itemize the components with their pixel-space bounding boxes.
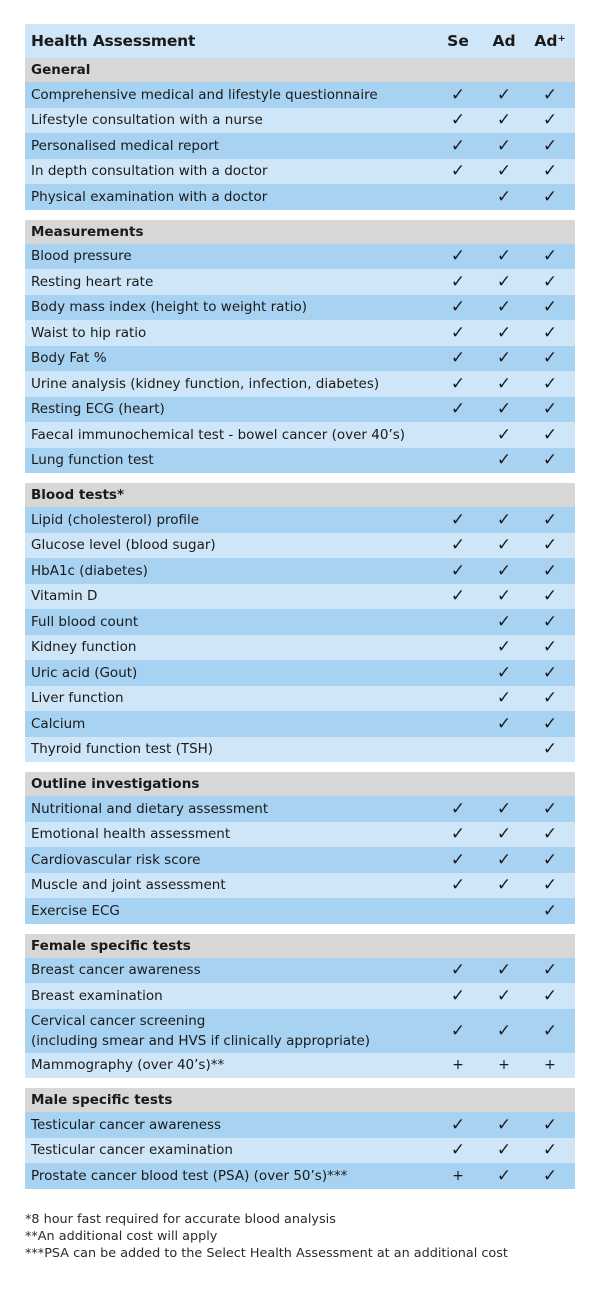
check-icon: ✓	[542, 824, 558, 845]
check-icon: ✓	[450, 271, 466, 292]
check-icon: ✓	[542, 798, 558, 819]
table-row	[25, 346, 575, 372]
row-label: Body mass index (height to weight ratio)	[31, 299, 308, 316]
row-label: HbA1c (diabetes)	[31, 562, 148, 579]
row-label: Full blood count	[31, 613, 139, 630]
table-row	[25, 1112, 575, 1138]
check-icon: ✓	[496, 798, 512, 819]
check-icon: ✓	[542, 586, 558, 607]
row-label: Lipid (cholesterol) profile	[31, 511, 200, 528]
section-heading: General	[25, 58, 575, 82]
row-label: Emotional health assessment	[31, 826, 231, 843]
check-icon: ✓	[496, 84, 512, 105]
row-label: Nutritional and dietary assessment	[31, 800, 269, 817]
check-icon: ✓	[496, 161, 512, 182]
table-header	[25, 24, 575, 58]
section	[25, 772, 575, 924]
row-label: Liver function	[31, 690, 124, 707]
row-label: Thyroid function test (TSH)	[31, 741, 214, 758]
footnotes	[25, 1212, 585, 1262]
table-row	[25, 133, 575, 159]
check-icon: ✓	[542, 348, 558, 369]
check-icon: ✓	[496, 985, 512, 1006]
check-icon: ✓	[542, 246, 558, 267]
table-row	[25, 295, 575, 321]
row-label: Vitamin D	[31, 588, 98, 605]
check-icon: ✓	[496, 535, 512, 556]
row-label: Resting heart rate	[31, 273, 154, 290]
check-icon: ✓	[542, 739, 558, 760]
table-row	[25, 448, 575, 474]
plus-icon: +	[498, 1057, 510, 1074]
check-icon: ✓	[496, 322, 512, 343]
table-row	[25, 822, 575, 848]
footnote: **An additional cost will apply	[25, 1228, 218, 1244]
table-row	[25, 847, 575, 873]
footnote: ***PSA can be added to the Select Health Assessment at an additional cost	[25, 1245, 508, 1261]
check-icon: ✓	[450, 1114, 466, 1135]
row-label: Testicular cancer examination	[31, 1142, 233, 1159]
table-row	[25, 873, 575, 899]
row-label: Cervical cancer screening (including smear and HVS if clinically appropriate)	[31, 1012, 371, 1049]
check-icon: ✓	[450, 1020, 466, 1041]
row-label: Body Fat %	[31, 350, 107, 367]
row-label: Testicular cancer awareness	[31, 1116, 222, 1133]
check-icon: ✓	[450, 246, 466, 267]
table-row	[25, 660, 575, 686]
check-icon: ✓	[496, 271, 512, 292]
row-label: In depth consultation with a doctor	[31, 163, 268, 180]
row-label: Lung function test	[31, 452, 154, 469]
table-row	[25, 397, 575, 423]
check-icon: ✓	[496, 824, 512, 845]
check-icon: ✓	[450, 348, 466, 369]
check-icon: ✓	[450, 297, 466, 318]
check-icon: ✓	[542, 662, 558, 683]
table-row	[25, 159, 575, 185]
check-icon: ✓	[542, 960, 558, 981]
check-icon: ✓	[542, 424, 558, 445]
check-icon: ✓	[496, 586, 512, 607]
table-row	[25, 686, 575, 712]
check-icon: ✓	[496, 1020, 512, 1041]
check-icon: ✓	[496, 688, 512, 709]
check-icon: ✓	[542, 985, 558, 1006]
table-row	[25, 269, 575, 295]
check-icon: ✓	[496, 399, 512, 420]
check-icon: ✓	[496, 135, 512, 156]
check-icon: ✓	[496, 246, 512, 267]
check-icon: ✓	[450, 875, 466, 896]
check-icon: ✓	[450, 849, 466, 870]
check-icon: ✓	[542, 509, 558, 530]
check-icon: ✓	[496, 560, 512, 581]
section	[25, 934, 575, 1079]
section	[25, 58, 575, 210]
check-icon: ✓	[542, 322, 558, 343]
row-label: Waist to hip ratio	[31, 324, 147, 341]
check-icon: ✓	[542, 875, 558, 896]
table-row	[25, 320, 575, 346]
check-icon: ✓	[542, 271, 558, 292]
check-icon: ✓	[450, 824, 466, 845]
table-row	[25, 184, 575, 210]
check-icon: ✓	[496, 637, 512, 658]
section	[25, 1088, 575, 1189]
table-row	[25, 584, 575, 610]
check-icon: ✓	[496, 849, 512, 870]
check-icon: ✓	[450, 161, 466, 182]
column-header-se: Se	[447, 32, 469, 50]
check-icon: ✓	[450, 399, 466, 420]
check-icon: ✓	[450, 84, 466, 105]
check-icon: ✓	[450, 798, 466, 819]
row-label: Mammography (over 40’s)**	[31, 1057, 225, 1074]
check-icon: ✓	[496, 186, 512, 207]
row-label: Uric acid (Gout)	[31, 664, 138, 681]
table-row	[25, 244, 575, 270]
section-heading: Outline investigations	[25, 772, 575, 796]
check-icon: ✓	[542, 1020, 558, 1041]
table-row	[25, 1009, 575, 1053]
check-icon: ✓	[496, 424, 512, 445]
check-icon: ✓	[450, 110, 466, 131]
check-icon: ✓	[542, 186, 558, 207]
check-icon: ✓	[542, 1114, 558, 1135]
check-icon: ✓	[496, 297, 512, 318]
row-label: Comprehensive medical and lifestyle questionnaire	[31, 86, 378, 103]
table-row	[25, 507, 575, 533]
footnote: *8 hour fast required for accurate blood analysis	[25, 1212, 336, 1227]
row-label: Resting ECG (heart)	[31, 401, 165, 418]
check-icon: ✓	[542, 637, 558, 658]
check-icon: ✓	[542, 713, 558, 734]
plus-icon: +	[452, 1167, 464, 1184]
table-row	[25, 1053, 575, 1079]
check-icon: ✓	[496, 509, 512, 530]
section-heading: Blood tests*	[25, 483, 575, 507]
check-icon: ✓	[542, 611, 558, 632]
check-icon: ✓	[496, 713, 512, 734]
check-icon: ✓	[450, 509, 466, 530]
check-icon: ✓	[542, 135, 558, 156]
table-row	[25, 1163, 575, 1189]
check-icon: ✓	[496, 662, 512, 683]
row-label: Exercise ECG	[31, 902, 120, 919]
check-icon: ✓	[542, 84, 558, 105]
section	[25, 220, 575, 474]
check-icon: ✓	[496, 611, 512, 632]
row-label: Muscle and joint assessment	[31, 877, 226, 894]
check-icon: ✓	[450, 960, 466, 981]
check-icon: ✓	[542, 1140, 558, 1161]
table-row	[25, 1138, 575, 1164]
check-icon: ✓	[450, 586, 466, 607]
row-label: Faecal immunochemical test - bowel cancer (over 40’s)	[31, 426, 406, 443]
check-icon: ✓	[496, 1140, 512, 1161]
check-icon: ✓	[542, 900, 558, 921]
section-heading: Male specific tests	[25, 1088, 575, 1112]
health-assessment-table	[25, 24, 575, 1189]
check-icon: ✓	[450, 985, 466, 1006]
check-icon: ✓	[450, 322, 466, 343]
column-header-ad-plus: Ad⁺	[534, 32, 566, 50]
row-label: Urine analysis (kidney function, infection, diabetes)	[31, 375, 380, 392]
check-icon: ✓	[496, 875, 512, 896]
table-row	[25, 108, 575, 134]
row-label: Calcium	[31, 715, 86, 732]
check-icon: ✓	[496, 960, 512, 981]
table-row	[25, 796, 575, 822]
check-icon: ✓	[542, 450, 558, 471]
row-label: Breast cancer awareness	[31, 962, 201, 979]
row-label: Personalised medical report	[31, 137, 220, 154]
table-row	[25, 558, 575, 584]
row-label: Glucose level (blood sugar)	[31, 537, 216, 554]
column-header-ad: Ad	[492, 32, 516, 50]
plus-icon: +	[452, 1057, 464, 1074]
check-icon: ✓	[542, 1165, 558, 1186]
check-icon: ✓	[496, 1165, 512, 1186]
table-row	[25, 533, 575, 559]
row-label: Lifestyle consultation with a nurse	[31, 112, 263, 129]
check-icon: ✓	[542, 297, 558, 318]
table-row	[25, 983, 575, 1009]
table-sections	[25, 58, 575, 1189]
row-label: Blood pressure	[31, 248, 132, 265]
check-icon: ✓	[542, 161, 558, 182]
row-label: Prostate cancer blood test (PSA) (over 50’s)***	[31, 1167, 348, 1184]
table-row	[25, 82, 575, 108]
check-icon: ✓	[542, 373, 558, 394]
check-icon: ✓	[450, 535, 466, 556]
table-row	[25, 635, 575, 661]
check-icon: ✓	[542, 688, 558, 709]
table-row	[25, 898, 575, 924]
section-heading: Female specific tests	[25, 934, 575, 958]
plus-icon: +	[544, 1057, 556, 1074]
check-icon: ✓	[542, 560, 558, 581]
check-icon: ✓	[450, 1140, 466, 1161]
table-row	[25, 737, 575, 763]
table-row	[25, 371, 575, 397]
check-icon: ✓	[450, 135, 466, 156]
table-title: Health Assessment	[31, 32, 196, 50]
check-icon: ✓	[542, 399, 558, 420]
check-icon: ✓	[496, 450, 512, 471]
table-row	[25, 422, 575, 448]
check-icon: ✓	[450, 373, 466, 394]
check-icon: ✓	[496, 110, 512, 131]
check-icon: ✓	[496, 348, 512, 369]
check-icon: ✓	[542, 110, 558, 131]
table-row	[25, 609, 575, 635]
check-icon: ✓	[542, 535, 558, 556]
check-icon: ✓	[450, 560, 466, 581]
row-label: Kidney function	[31, 639, 137, 656]
row-label: Breast examination	[31, 987, 163, 1004]
section	[25, 483, 575, 762]
check-icon: ✓	[496, 1114, 512, 1135]
check-icon: ✓	[496, 373, 512, 394]
table-row	[25, 958, 575, 984]
table-row	[25, 711, 575, 737]
section-heading: Measurements	[25, 220, 575, 244]
row-label: Cardiovascular risk score	[31, 851, 201, 868]
check-icon: ✓	[542, 849, 558, 870]
row-label: Physical examination with a doctor	[31, 188, 268, 205]
